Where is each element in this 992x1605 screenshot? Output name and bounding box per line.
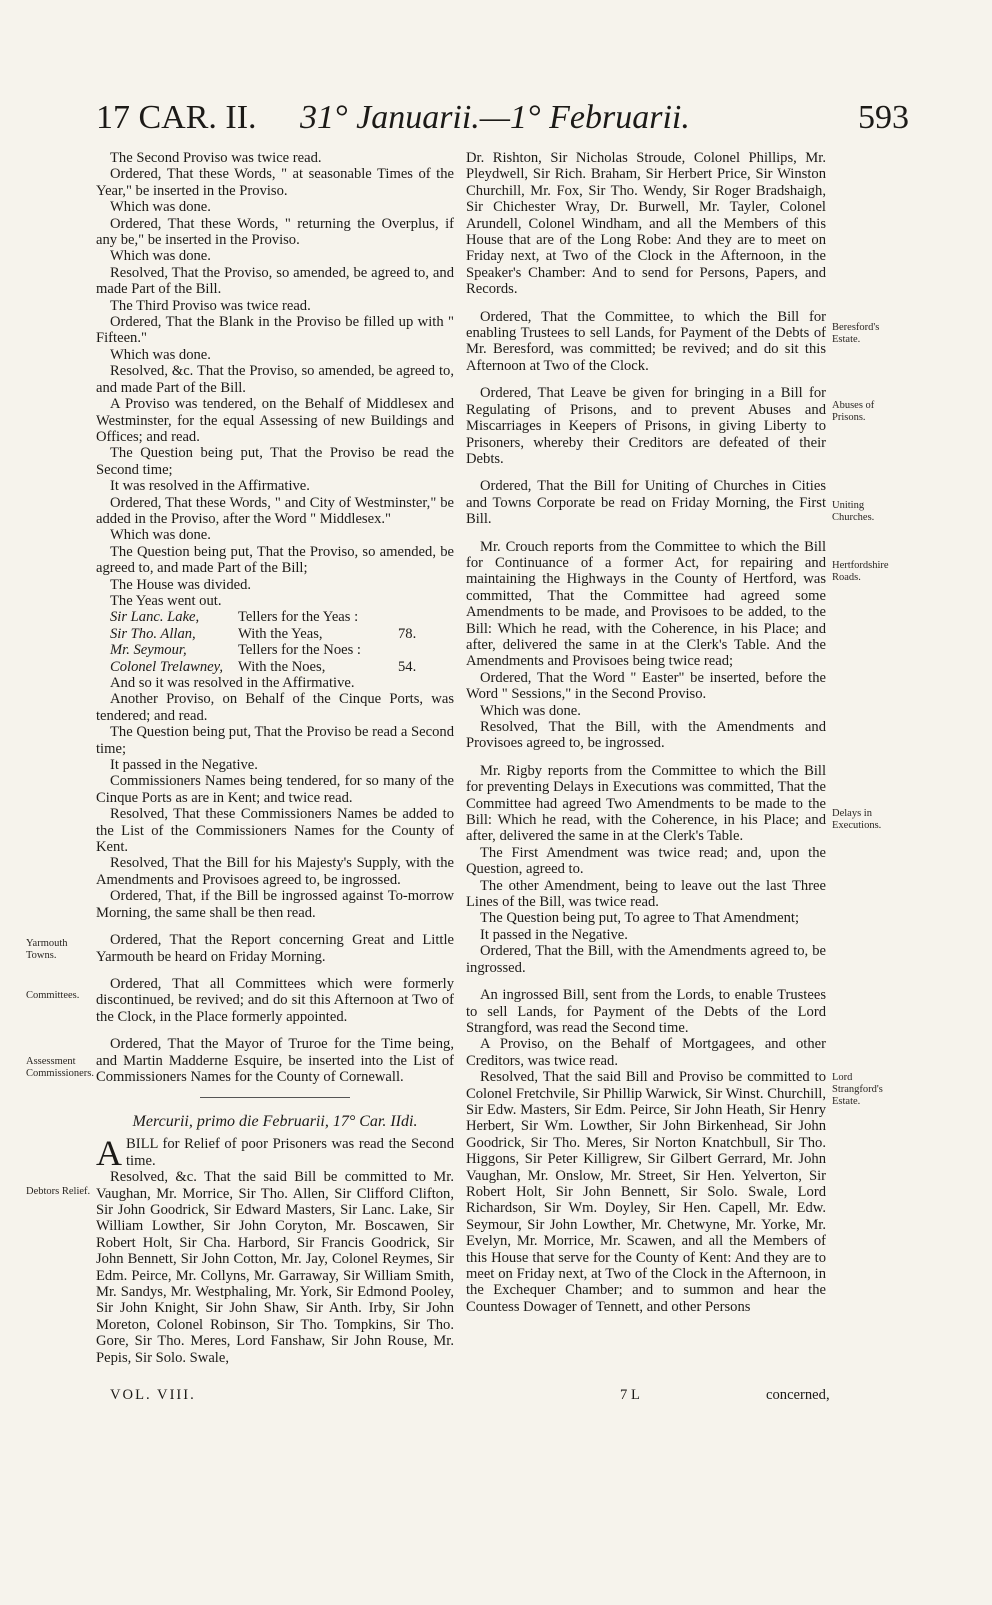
tellers-row — [110, 626, 454, 642]
teller-name: Mr. Seymour, — [110, 642, 187, 659]
paragraph: The Third Proviso was twice read. — [110, 297, 311, 314]
section-divider — [200, 1097, 350, 1098]
paragraph: Commissioners Names being tendered, for so many of the Cinque Ports as are in Kent; and twice read. — [96, 773, 454, 806]
paragraph: The Question being put, That the Proviso be read the Second time; — [96, 445, 454, 478]
section-date-heading: Mercurii, primo die Februarii, 17° Car. IIdi. — [132, 1113, 418, 1131]
page-number: 593 — [858, 99, 909, 136]
paragraph: Ordered, That the Word " Easter" be inserted, before the Word " Sessions," in the Second Proviso. — [466, 669, 826, 703]
paragraph-hertford: Mr. Crouch reports from the Committee to which the Bill for Continuance of a former Act, for repairing and maintaining the Highways in the County of Hertford, was committed, That the Committee had agreed some Amendments to be made, and Provisoes to be added, to the Bill: Which he read, with the Coherence, in his Place; and after, delivered the same in at the Clerk's Table. And the Amendments and Provisoes being twice read; — [466, 538, 826, 670]
paragraph-yarmouth: Ordered, That the Report concerning Great and Little Yarmouth be heard on Friday Morning. — [96, 932, 454, 965]
paragraph-text: BILL for Relief of poor Prisoners was read the Second time. — [126, 1136, 454, 1169]
paragraph: Which was done. — [110, 527, 211, 544]
tellers-row — [110, 642, 454, 658]
paragraph: A Proviso, on the Behalf of Mortgagees, and other Creditors, was twice read. — [466, 1036, 826, 1069]
tellers-row — [110, 659, 454, 675]
paragraph-assessment: Ordered, That the Mayor of Truroe for the Time being, and Martin Madderne Esquire, be inserted into the List of Commissioners Names for the County of Cornewall. — [96, 1036, 454, 1085]
teller-role: With the Noes, — [238, 658, 326, 675]
tellers-row — [110, 609, 454, 625]
teller-count — [398, 609, 438, 625]
paragraph: The First Amendment was twice read; and, upon the Question, agreed to. — [466, 844, 826, 878]
paragraph: Ordered, That these Words, " returning the Overplus, if any be," be inserted in the Proviso. — [96, 215, 454, 249]
paragraph: It passed in the Negative. — [110, 757, 258, 774]
running-head-date: 31° Januarii.—1° Februarii. — [300, 99, 690, 136]
paragraph: Ordered, That these Words, " at seasonable Times of the Year," be inserted in the Proviso. — [96, 166, 454, 199]
paragraph: The House was divided. — [110, 576, 252, 593]
paragraph: The Yeas went out. — [110, 592, 222, 609]
paragraph-delays: Mr. Rigby reports from the Committee to which the Bill for preventing Delays in Executions was committed, That the Committee had agreed Two Amendments to be made to the Bill: Which he read, with the Coherence, in his Place; and after, delivered the same in at the Clerk's Table. — [466, 762, 826, 845]
paragraph: It was resolved in the Affirmative. — [110, 478, 310, 495]
paragraph: Resolved, That the said Bill and Proviso be committed to Colonel Fretchvile, Sir Phillip Warwick, Sir Winst. Churchill, Sir Edw. Masters, Sir Edm. Peirce, Sir John Heath, Sir Henry Herbert, Sir Wm. Lowther, Sir John Birkenhead, Sir John Goodrick, Sir Tho. Meres, Sir Norton Knatchbull, Sir Tho. Higgons, Sir Peter Killigrew, Sir Gilbert Gerrard, Mr. John Vaughan, Mr. Onslow, Mr. Street, Sir Hen. Yelverton, Sir Robert Holt, Sir John Bennett, Sir Solo. Swale, Lord Richardson, Sir Wm. Doyley, Sir Hen. Capell, Mr. Edw. Seymour, Sir John Lowther, Mr. Chetwyne, Mr. Yorke, Mr. Evelyn, Mr. Morrice, Mr. Scawen, and all the Members of this House that serve for the County of Kent: And they are to meet on Friday next, at Two of the Clock in the Afternoon, in the Exchequer Chamber; and to summon and hear the Countess Dowager of Tennett, and other Persons — [466, 1069, 826, 1315]
margin-note-debtors: Debtors Relief. — [26, 1186, 91, 1197]
paragraph: Which was done. — [110, 199, 211, 216]
running-head-reign: 17 CAR. II. — [96, 99, 257, 136]
paragraph: Which was done. — [480, 702, 581, 719]
paragraph: Another Proviso, on Behalf of the Cinque Ports, was tendered; and read. — [96, 691, 454, 724]
margin-note-abuses: Abuses of Prisons. — [832, 400, 875, 423]
margin-note-assessment: Assessment Commissioners. — [26, 1056, 94, 1079]
right-column — [466, 150, 826, 1315]
paragraph: Resolved, That the Bill for his Majesty's Supply, with the Amendments and Provisoes agreed to, be ingrossed. — [96, 855, 454, 888]
margin-note-yarmouth: Yarmouth Towns. — [26, 938, 68, 961]
paragraph: The Question being put, To agree to That Amendment; — [480, 910, 800, 927]
teller-name: Sir Lanc. Lake, — [110, 609, 200, 626]
paragraph: Resolved, That the Bill, with the Amendments and Provisoes agreed to, be ingrossed. — [466, 719, 826, 752]
paragraph: The Question being put, That the Proviso be read a Second time; — [96, 724, 454, 757]
paragraph-strangford: An ingrossed Bill, sent from the Lords, to enable Trustees to sell Lands, for Payment of the Debts of the Lord Strangford, was read the Second time. — [466, 987, 826, 1036]
paragraph-committees: Ordered, That all Committees which were formerly discontinued, be revived; and do sit this Afternoon at Two of the Clock, in the Place formerly appointed. — [96, 975, 454, 1025]
paragraph: The Second Proviso was twice read. — [110, 150, 322, 166]
paragraph: Which was done. — [110, 346, 211, 363]
paragraph: Resolved, &c. That the Proviso, so amended, be agreed to, and made Part of the Bill. — [96, 363, 454, 396]
teller-name: Sir Tho. Allan, — [110, 625, 196, 642]
margin-note-strangford: Lord Strangford's Estate. — [832, 1072, 883, 1107]
margin-note-hertford: Hertfordshire Roads. — [832, 560, 889, 583]
teller-role: Tellers for the Yeas : — [238, 609, 359, 626]
paragraph: Ordered, That, if the Bill be ingrossed against To-morrow Morning, the same shall be then read. — [96, 888, 454, 921]
footer-volume: VOL. VIII. — [110, 1387, 196, 1403]
footer-signature: 7 L — [620, 1387, 640, 1403]
margin-note-beresford: Beresford's Estate. — [832, 322, 880, 345]
left-column — [96, 150, 454, 1366]
tellers-table — [110, 609, 454, 675]
paragraph: And so it was resolved in the Affirmative. — [110, 675, 355, 691]
paragraph: Resolved, That the Proviso, so amended, be agreed to, and made Part of the Bill. — [96, 264, 454, 298]
paragraph-uniting: Ordered, That the Bill for Uniting of Churches in Cities and Towns Corporate be read on Friday Morning, the First Bill. — [466, 478, 826, 528]
footer-catchword: concerned, — [766, 1387, 830, 1403]
teller-role: Tellers for the Noes : — [238, 642, 361, 659]
drop-cap: A — [96, 1133, 122, 1174]
paragraph-beresford: Ordered, That the Committee, to which the Bill for enabling Trustees to sell Lands, for Payment of the Debts of Mr. Beresford, was committed; be revived; and do sit this Afternoon at Two of the Clock. — [466, 308, 826, 374]
paragraph: Which was done. — [110, 248, 211, 265]
paragraph: Ordered, That these Words, " and City of Westminster," be added in the Proviso, after the Word " Middlesex." — [96, 494, 454, 527]
margin-note-uniting: Uniting Churches. — [832, 500, 875, 523]
paragraph: A Proviso was tendered, on the Behalf of Middlesex and Westminster, for the equal Assessing of new Buildings and Offices; and read. — [96, 396, 454, 445]
paragraph: Resolved, That these Commissioners Names be added to the List of the Commissioners Names for the County of Kent. — [96, 806, 454, 856]
paragraph: The other Amendment, being to leave out the last Three Lines of the Bill, was twice read. — [466, 877, 826, 911]
paragraph-abuses: Ordered, That Leave be given for bringing in a Bill for Regulating of Prisons, and to prevent Abuses and Miscarriages in Keepers of Prisons, in giving Liberty to Prisoners, whereby their Creditors are defeated of their Debts. — [466, 385, 826, 467]
paragraph: Ordered, That the Blank in the Proviso be filled up with " Fifteen." — [96, 314, 454, 347]
paragraph: Resolved, &c. That the said Bill be committed to Mr. Vaughan, Mr. Morrice, Sir Tho. Allen, Sir Clifford Clifton, Sir John Goodrick, Sir Edward Masters, Sir Lanc. Lake, Sir William Lowther, Sir John Coryton, Mr. Boscawen, Sir Robert Holt, Sir Cha. Harbord, Sir Francis Goodrick, Sir John Bennett, Sir John Cotton, Mr. Jay, Colonel Reymes, Sir Edm. Peirce, Mr. Collyns, Mr. Garraway, Sir William Smith, Mr. Sandys, Mr. Westphaling, Mr. York, Sir Edmond Pooley, Sir John Knight, Sir John Shaw, Sir Anth. Irby, Sir John Moreton, Colonel Robinson, Sir Tho. Tompkins, Sir Tho. Gore, Sir Tho. Meres, Lord Fanshaw, Sir John Rouse, Mr. Pepis, Sir Solo. Swale, — [96, 1169, 454, 1366]
paragraph: Ordered, That the Bill, with the Amendments agreed to, be ingrossed. — [466, 943, 826, 976]
margin-note-committees: Committees. — [26, 990, 80, 1001]
teller-name: Colonel Trelawney, — [110, 658, 223, 675]
paragraph-debtors — [96, 1133, 454, 1174]
teller-role: With the Yeas, — [238, 625, 323, 642]
margin-note-delays: Delays in Executions. — [832, 808, 882, 831]
paragraph: It passed in the Negative. — [480, 926, 628, 943]
paragraph: The Question being put, That the Proviso, so amended, be agreed to, and made Part of the Bill; — [96, 543, 454, 577]
teller-count — [398, 642, 438, 658]
teller-count: 54. — [398, 658, 417, 675]
paragraph: Dr. Rishton, Sir Nicholas Stroude, Colonel Phillips, Mr. Pleydwell, Sir Rich. Braham, Sir Herbert Price, Sir Winston Churchill, Mr. Fox, Sir Tho. Wendy, Sir Roger Bradshaigh, Sir Chichester Wray, Dr. Burwell, Mr. Tayler, Colonel Arundell, Colonel Windham, and all the Members of this House that are of the Long Robe: And they are to meet on Friday next, at Two of the Clock in the Afternoon, in the Speaker's Chamber: And to send for Persons, Papers, and Records. — [466, 150, 826, 298]
teller-count: 78. — [398, 625, 417, 642]
